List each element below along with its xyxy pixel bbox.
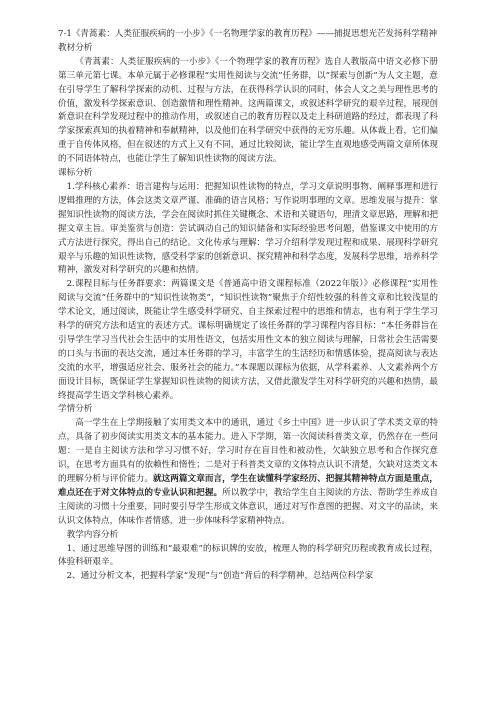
learner-text-bold: 就这两篇文章而言，学生在读懂科学家经历、把握其精神特点方面是重点，难点还在于对文体特点的专业认识和把握。 bbox=[58, 474, 438, 498]
section-heading-standards: 课标分析 bbox=[58, 168, 93, 179]
paragraph-standards-1: 1.学科核心素养：语言建构与运用：把握知识性读物的特点，学习文章说明事物、阐释事理和进行逻辑推理的方法，体会这类文章严谨、准确的语言风格；写作说明事理的文章。思维发展与提升：掌握知识性读物的阅读方法，学会在阅读时抓住关键概念、术语和关键语句，理清文章思路，理解和把握文章主旨。审美鉴赏与创造：尝试调动自己的知识储备和实际经验思考问题，借鉴课文中使用的方式方法进行探究，得出自己的结论。文化传承与理解：学习介绍科学发现过程和成果、展现科学研究艰辛与乐趣的知识性读物，感受科学家的创新意识、探究精神和科学态度，发展科学思维，培养科学精神，激发对科学研究的兴趣和热情。 bbox=[58, 181, 438, 276]
section-heading-content: 教学内容分析 bbox=[66, 529, 119, 540]
learner-text-b: 所以教学中，教给学生自主阅读的方法、帮助学生养成自主阅读的习惯十分重要，同时要引导学生形成文体意识，通过对写作意图的把握、对文字的品读，来认识文体特点，体味作者情感，进一步体味科学家精神特点。 bbox=[58, 487, 438, 526]
section-heading-material: 教材分析 bbox=[58, 42, 93, 53]
paragraph-material: 《青蒿素：人类征服疾病的一小步》《一个物理学家的教育历程》选自人教版高中语文必修下册第三单元第七课。本单元属于必修课程“实用性阅读与交流”任务群，以“探索与创新”为人文主题，意在引导学生了解科学探索的动机、过程与方法，在获得科学认识的同时，体会人文之美与理性思考的价值，激发科学探索意识、创造激情和理性精神。这两篇课文，或叙述科学研究的艰辛过程，展现创新意识在科学发现过程中的推动作用，或叙述自己的教育历程以及走上科研道路的经过，都表现了科学家探索真知的执着精神和奉献精神，以及他们在科学研究中获得的无穷乐趣。从体裁上看，它们偏重于自传体风格，但在叙述的方式上又有不同，通过比较阅读，能让学生直观地感受两篇文章所体现的不同语体特点，也能让学生了解知识性读物的阅读方法。 bbox=[58, 56, 438, 165]
paragraph-standards-2: 2.课程目标与任务群要求：两篇课文是《普通高中语文课程标准（2022年版）》必修课程“实用性阅读与交流”任务群中的“知识性读物类”，“知识性读物”聚焦于介绍性较强的科普文章和比较浅显的学术论文，通过阅读，既能让学生感受科学研究、自主探索过程中的思维和情志，也有利于学生学习科学的研究方法和适宜的表述方式。课标明确规定了该任务群的学习课程内容目标：“本任务群旨在引导学生学习当代社会生活中的实用性语文，包括实用性文本的独立阅读与理解，日常社会生活需要的口头与书面的表达交流，通过本任务群的学习，丰富学生的生活经历和情感体验，提高阅读与表达交流的水平，增强适应社会、服务社会的能力。”本课题以课标为依据，从学科素养、人文素养两个方面设计目标，既保证学生掌握知识性读物的阅读方法，又借此激发学生对科学研究的兴趣和热情，最终提高学生语文学科核心素养。 bbox=[58, 279, 438, 401]
paragraph-content-2: 2、通过分析文本，把握科学家“发现”与“创造”背后的科学精神，总结两位科学家 bbox=[66, 571, 374, 582]
section-heading-learner: 学情分析 bbox=[58, 404, 93, 415]
paragraph-content-1: 1、通过思维导图的训练和“最艰难”的标识牌的安放，梳理人物的科学研究历程或教育成长过程，体验科研艰辛。 bbox=[58, 543, 438, 568]
document-title: 7-1《青蒿素：人类征服疾病的一小步》《一名物理学家的教育历程》——捕捉思想光芒发扬科学精神 bbox=[58, 29, 438, 39]
learner-text-a: 高一学生在上学期接触了实用类文本中的通讯，通过《乡土中国》进一步认识了学术类文章的特点，具备了初步阅读实用类文本的基本能力。进入下学期，第一次阅读科普类文章，仍然存在一些问题：一是自主阅读方法和学习习惯不好，学习时存在盲目性和被动性，欠缺独立思考和合作探究意识，在思考方面具有的依赖性和惰性；二是对于科普类文章的文体特点认识不清楚，欠缺对这类文本的理解分析与评价能力。 bbox=[58, 418, 438, 484]
paragraph-learner bbox=[58, 417, 438, 528]
